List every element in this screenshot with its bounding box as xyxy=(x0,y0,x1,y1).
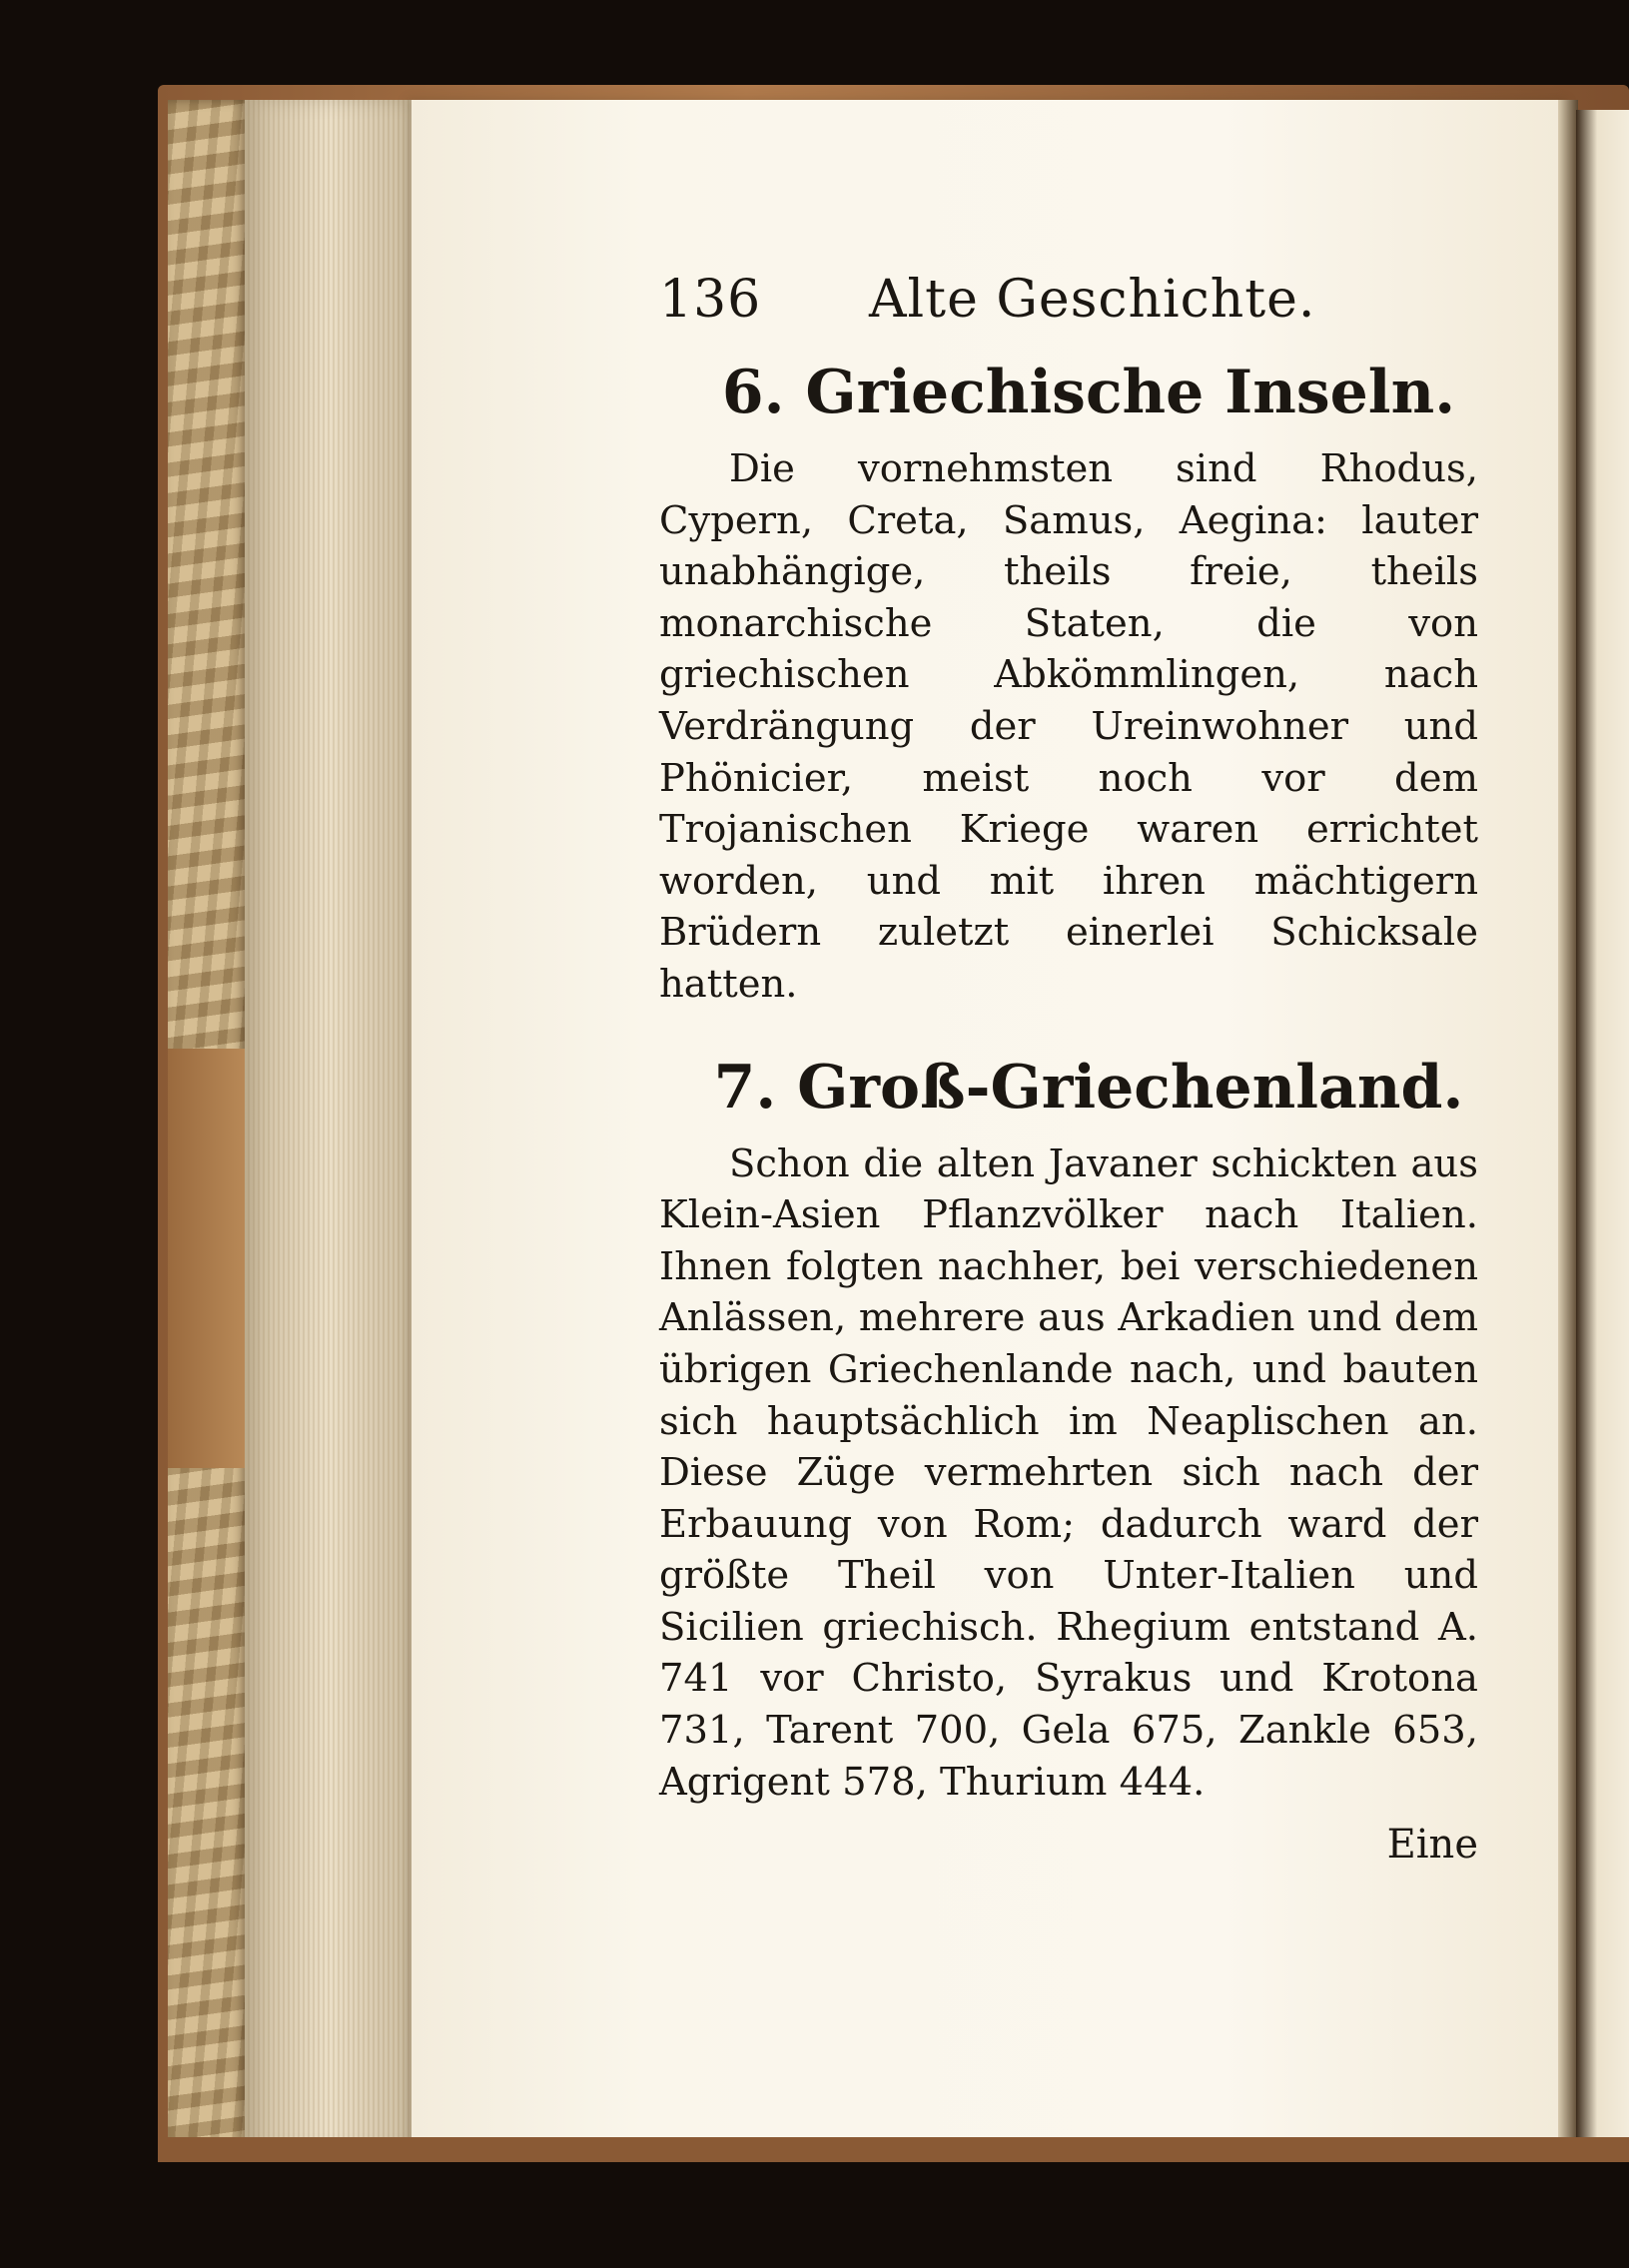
page-number: 136 xyxy=(659,270,762,330)
page-gutter xyxy=(1558,100,1578,2147)
page-header xyxy=(659,250,1478,360)
text-block xyxy=(659,250,1478,1891)
running-title: Alte Geschichte. xyxy=(869,270,1316,330)
section-heading: 7. Groß-Griechenland. xyxy=(713,1052,1464,1123)
catchword-line xyxy=(659,1822,1478,1891)
section-body: Die vornehmsten sind Rhodus, Cypern, Creta, Samus, Aegina: lauter unabhängige, theils freie, theils monarchische Staten, die von griechischen Abkömmlingen, nach Verdrängung der Ureinwohner und Phönicier, meist noch vor dem Trojanischen Kriege waren errichtet worden, und mit ihren mächtigern Brüdern zuletzt einerlei Schicksale hatten. xyxy=(659,446,1478,1007)
cover-band xyxy=(168,1049,248,1468)
cover-bottom xyxy=(158,2137,1629,2162)
section-heading: 6. Griechische Inseln. xyxy=(721,358,1456,427)
page-edges-shade xyxy=(245,100,414,2152)
facing-page-edge xyxy=(1576,110,1629,2137)
catchword: Eine xyxy=(1386,1822,1478,1869)
section-body: Schon die alten Javaner schickten aus Klein-Asien Pflanzvölker nach Italien. Ihnen folgten nachher, bei verschiedenen Anlässen, mehrere aus Arkadien und dem übrigen Griechenlande nach, und bauten sich hauptsächlich im Neaplischen an. Diese Züge vermehrten sich nach der Erbauung von Rom; dadurch ward der größte Theil von Unter-Italien und Sicilien griechisch. Rhegium entstand A. 741 vor Christo, Syrakus und Krotona 731, Tarent 700, Gela 675, Zankle 653, Agrigent 578, Thurium 444. xyxy=(659,1140,1478,1805)
